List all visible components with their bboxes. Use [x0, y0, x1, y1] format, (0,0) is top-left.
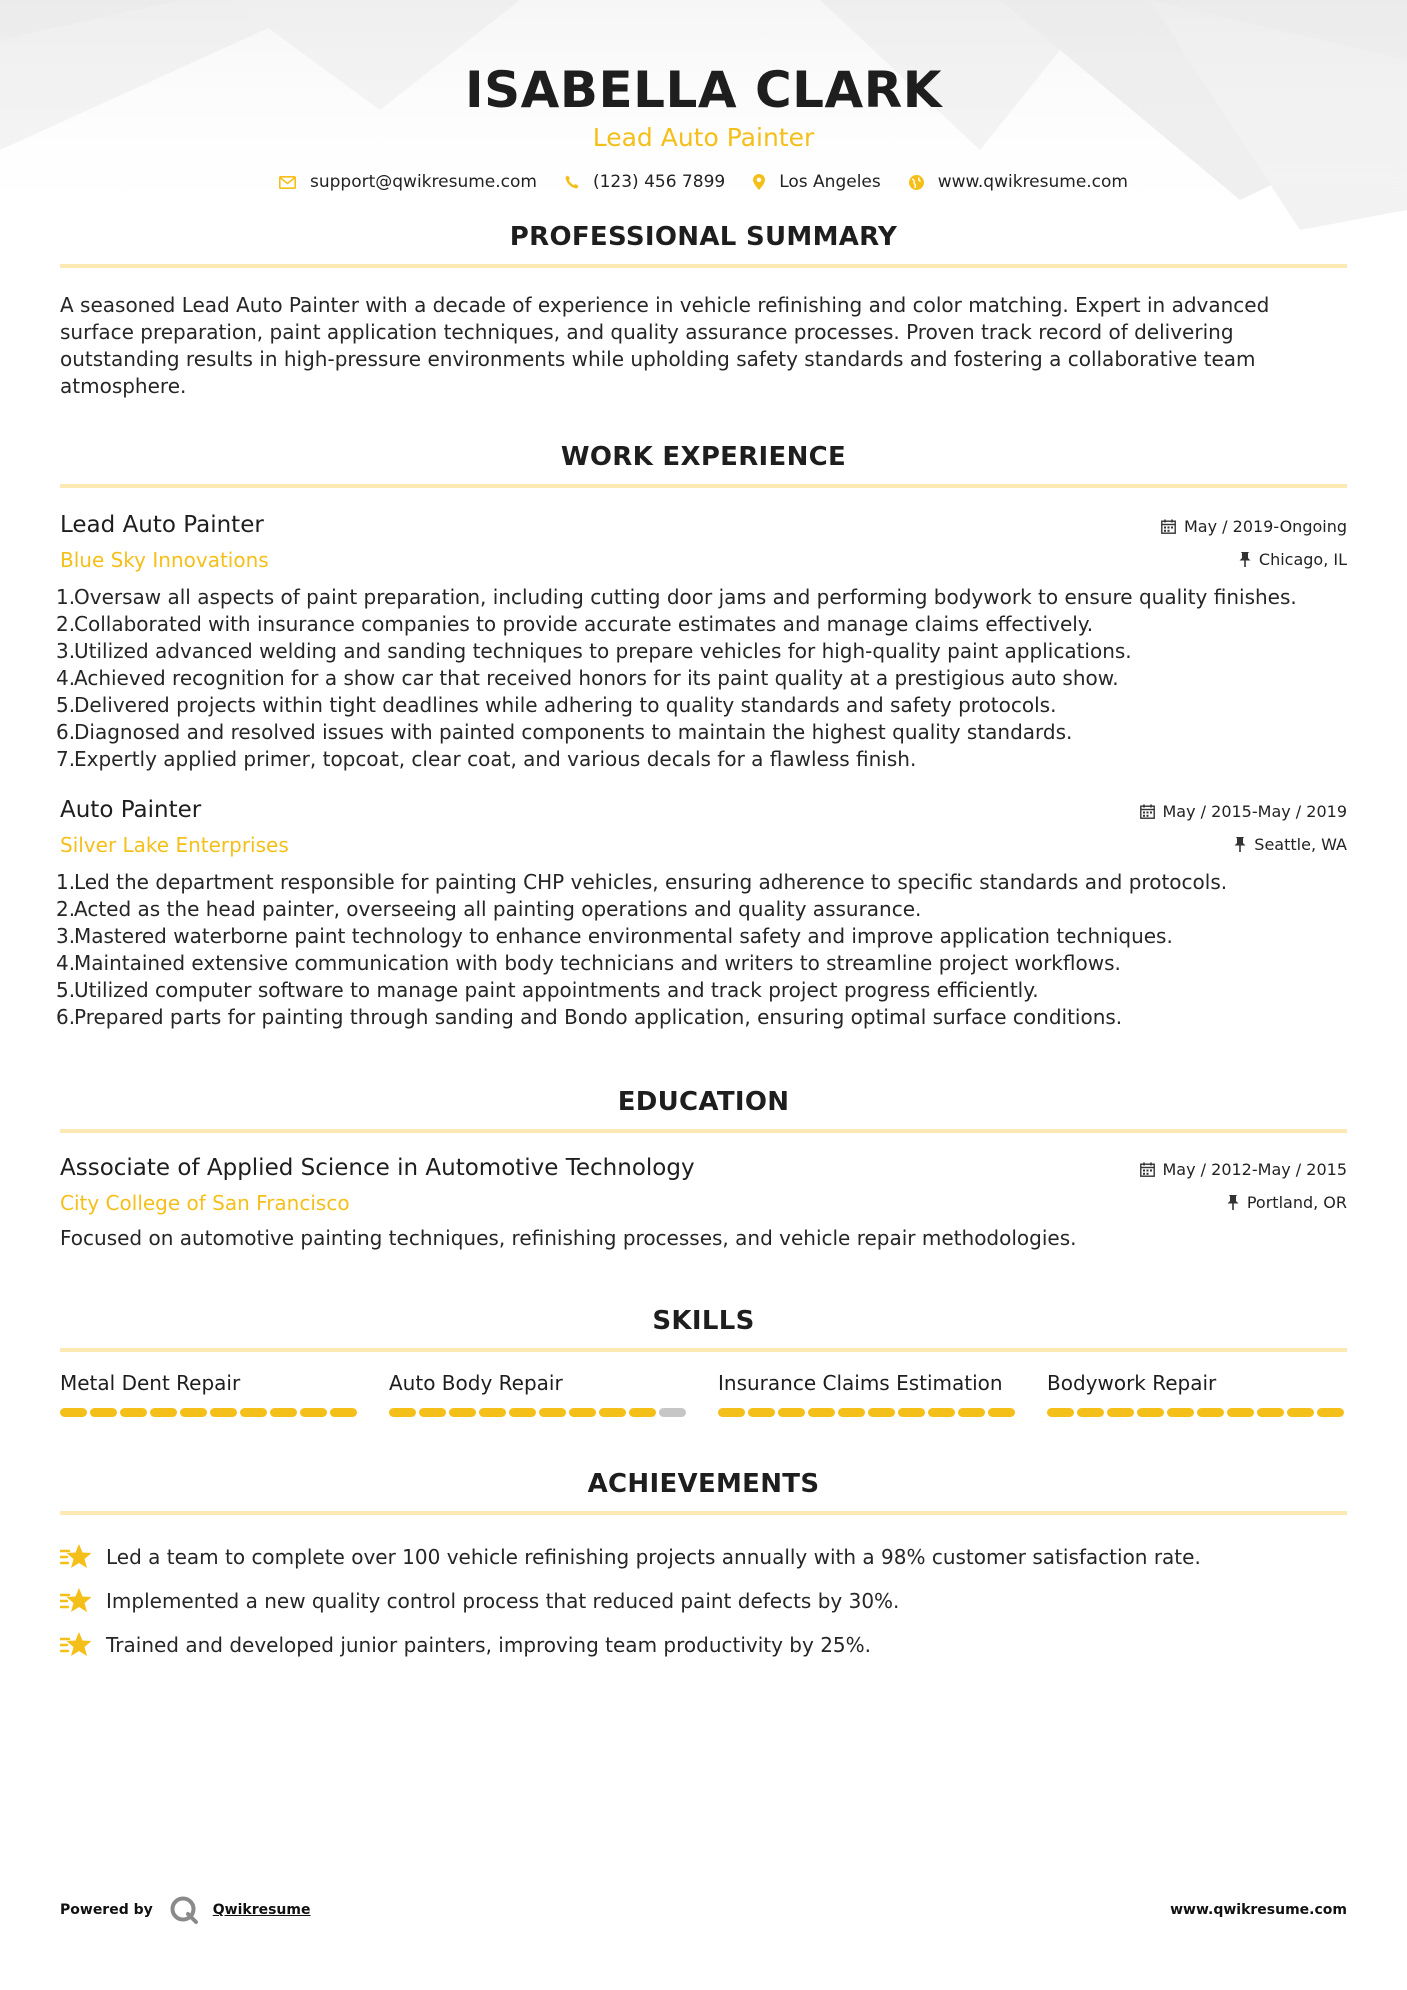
skill-segment-filled: [1227, 1408, 1254, 1417]
skill-segment-filled: [1047, 1408, 1074, 1417]
star-icon: [60, 1543, 92, 1571]
skill-name: Bodywork Repair: [1047, 1371, 1217, 1395]
education-description: Focused on automotive painting techniques, refinishing processes, and vehicle repair methodologies.: [60, 1226, 1077, 1250]
email-text: support@qwikresume.com: [310, 172, 537, 192]
skill-segment-filled: [539, 1408, 566, 1417]
skills-section: [60, 1306, 1347, 1417]
section-title-summary: PROFESSIONAL SUMMARY: [509, 222, 898, 252]
powered-by: [60, 1895, 310, 1925]
skill-segment-filled: [928, 1408, 955, 1417]
skill-segment-filled: [180, 1408, 207, 1417]
job-company: Blue Sky Innovations: [60, 548, 269, 572]
skill-item: [60, 1370, 360, 1417]
skill-segment-filled: [1167, 1408, 1194, 1417]
skill-segment-filled: [240, 1408, 267, 1417]
website-text: www.qwikresume.com: [937, 172, 1128, 192]
list-item: [56, 1004, 1347, 1031]
list-text: Utilized advanced welding and sanding techniques to prepare vehicles for high-quality paint applications.: [74, 639, 1132, 663]
list-item: [56, 638, 1347, 665]
skill-segment-filled: [479, 1408, 506, 1417]
list-text: Mastered waterborne paint technology to enhance environmental safety and improve application techniques.: [74, 924, 1173, 948]
list-number: 6.: [56, 1005, 76, 1029]
list-text: Prepared parts for painting through sanding and Bondo application, ensuring optimal surface conditions.: [74, 1005, 1123, 1029]
pushpin-icon: [1227, 1195, 1239, 1210]
skill-item: [718, 1370, 1018, 1417]
list-text: Utilized computer software to manage paint appointments and track project progress efficiently.: [74, 978, 1039, 1002]
summary-section: [60, 222, 1347, 400]
candidate-name: ISABELLA CLARK: [465, 61, 942, 119]
achievement-item: [60, 1623, 1347, 1667]
list-item: [56, 869, 1347, 896]
list-item: [56, 692, 1347, 719]
skill-level-bar: [60, 1408, 360, 1417]
section-divider: [60, 1511, 1347, 1515]
job-entry-2: [56, 795, 1347, 1031]
list-text: Acted as the head painter, overseeing all painting operations and quality assurance.: [74, 897, 922, 921]
skill-level-bar: [1047, 1408, 1347, 1417]
education-section: [60, 1087, 1347, 1252]
skill-segment-filled: [509, 1408, 536, 1417]
resume-header: [60, 0, 1347, 192]
list-item: [56, 950, 1347, 977]
skill-name: Metal Dent Repair: [60, 1371, 241, 1395]
skill-segment-filled: [120, 1408, 147, 1417]
location-text: Los Angeles: [779, 172, 881, 192]
list-text: Achieved recognition for a show car that received honors for its paint quality at a prestigious auto show.: [74, 666, 1119, 690]
achievements-list: [60, 1535, 1347, 1667]
skill-name: Insurance Claims Estimation: [718, 1371, 1003, 1395]
skill-segment-filled: [449, 1408, 476, 1417]
calendar-icon: [1140, 1162, 1155, 1177]
list-text: Led the department responsible for painting CHP vehicles, ensuring adherence to specific standards and protocols.: [74, 870, 1228, 894]
skill-segment-filled: [1107, 1408, 1134, 1417]
skill-segment-filled: [270, 1408, 297, 1417]
list-number: 1.: [56, 870, 76, 894]
job-location: Chicago, IL: [1258, 549, 1347, 569]
skill-segment-filled: [150, 1408, 177, 1417]
skill-segment-filled: [808, 1408, 835, 1417]
pushpin-icon: [1239, 552, 1251, 567]
list-number: 1.: [56, 585, 76, 609]
skill-segment-filled: [60, 1408, 87, 1417]
map-pin-icon: [753, 174, 765, 190]
skill-level-bar: [389, 1408, 689, 1417]
list-number: 4.: [56, 666, 76, 690]
skill-segment-filled: [1077, 1408, 1104, 1417]
list-item: [56, 977, 1347, 1004]
skill-segment-filled: [1257, 1408, 1284, 1417]
job-entry-1: [56, 510, 1347, 773]
list-number: 5.: [56, 978, 76, 1002]
degree-title: Associate of Applied Science in Automotive Technology: [60, 1155, 695, 1181]
school-name: City College of San Francisco: [60, 1191, 350, 1215]
skill-segment-filled: [838, 1408, 865, 1417]
skill-segment-filled: [629, 1408, 656, 1417]
star-icon: [60, 1631, 92, 1659]
list-number: 7.: [56, 747, 76, 771]
section-divider: [60, 484, 1347, 488]
list-text: Oversaw all aspects of paint preparation, including cutting door jams and performing bodywork to ensure quality finishes.: [74, 585, 1297, 609]
contact-email[interactable]: [279, 172, 537, 192]
skill-segment-filled: [988, 1408, 1015, 1417]
achievement-text: Trained and developed junior painters, improving team productivity by 25%.: [106, 1633, 872, 1657]
list-item: [56, 896, 1347, 923]
list-number: 3.: [56, 639, 76, 663]
section-divider: [60, 1129, 1347, 1133]
list-number: 2.: [56, 612, 76, 636]
achievement-text: Led a team to complete over 100 vehicle refinishing projects annually with a 98% customer satisfaction rate.: [106, 1545, 1201, 1569]
achievement-item: [60, 1535, 1347, 1579]
skill-segment-filled: [898, 1408, 925, 1417]
skill-item: [389, 1370, 689, 1417]
section-title-skills: SKILLS: [652, 1306, 755, 1336]
skill-segment-filled: [718, 1408, 745, 1417]
education-location: Portland, OR: [1246, 1192, 1347, 1212]
skill-segment-filled: [748, 1408, 775, 1417]
star-icon: [60, 1587, 92, 1615]
list-item: [56, 665, 1347, 692]
list-item: [56, 719, 1347, 746]
job-company: Silver Lake Enterprises: [60, 833, 289, 857]
list-text: Expertly applied primer, topcoat, clear coat, and various decals for a flawless finish.: [74, 747, 917, 771]
education-dates: May / 2012-May / 2015: [1162, 1159, 1347, 1179]
experience-section: [56, 442, 1347, 1031]
pushpin-icon: [1234, 837, 1246, 852]
skill-segment-filled: [1137, 1408, 1164, 1417]
skill-segment-filled: [419, 1408, 446, 1417]
contact-website[interactable]: [909, 172, 1128, 192]
achievement-text: Implemented a new quality control process that reduced paint defects by 30%.: [106, 1589, 900, 1613]
phone-icon: [565, 175, 579, 189]
achievement-item: [60, 1579, 1347, 1623]
job-role: Lead Auto Painter: [60, 512, 264, 538]
globe-icon: [909, 175, 924, 190]
skill-segment-filled: [958, 1408, 985, 1417]
skill-segment-filled: [1317, 1408, 1344, 1417]
envelope-icon: [279, 176, 296, 189]
job-bullets: [56, 869, 1347, 1031]
skill-segment-filled: [569, 1408, 596, 1417]
education-entry: [60, 1153, 1347, 1252]
achievements-section: [60, 1469, 1347, 1667]
calendar-icon: [1140, 804, 1155, 819]
skill-segment-filled: [599, 1408, 626, 1417]
section-divider: [60, 1348, 1347, 1352]
list-text: Delivered projects within tight deadlines while adhering to quality standards and safety protocols.: [74, 693, 1057, 717]
page-footer: [60, 1895, 1347, 1925]
skill-item: [1047, 1370, 1347, 1417]
list-text: Diagnosed and resolved issues with painted components to maintain the highest quality standards.: [74, 720, 1073, 744]
section-title-achievements: ACHIEVEMENTS: [587, 1469, 820, 1499]
candidate-title: Lead Auto Painter: [592, 123, 815, 152]
skill-segment-filled: [868, 1408, 895, 1417]
contact-phone[interactable]: [565, 172, 725, 192]
section-divider: [60, 264, 1347, 268]
list-number: 3.: [56, 924, 76, 948]
section-title-education: EDUCATION: [617, 1087, 790, 1117]
calendar-icon: [1161, 519, 1176, 534]
contact-bar: [60, 172, 1347, 192]
skill-segment-filled: [778, 1408, 805, 1417]
list-item: [56, 923, 1347, 950]
skill-name: Auto Body Repair: [389, 1371, 563, 1395]
contact-location: [753, 172, 881, 192]
skill-segment-filled: [90, 1408, 117, 1417]
summary-text: A seasoned Lead Auto Painter with a decade of experience in vehicle refinishing and color matching. Expert in advanced surface preparation, paint application techniques, and quality assurance processes. Proven track record of delivering outstanding results in high-pressure environments while upholding safety standards and fostering a collaborative team atmosphere.: [60, 293, 1270, 398]
list-text: Maintained extensive communication with body technicians and writers to streamline project workflows.: [74, 951, 1121, 975]
powered-by-label: Powered by: [60, 1902, 153, 1918]
list-item: [56, 584, 1347, 611]
phone-text: (123) 456 7899: [592, 172, 726, 192]
list-item: [56, 746, 1347, 773]
list-text: Collaborated with insurance companies to provide accurate estimates and manage claims effectively.: [74, 612, 1094, 636]
skill-segment-filled: [210, 1408, 237, 1417]
list-item: [56, 611, 1347, 638]
skill-segment-filled: [300, 1408, 327, 1417]
skill-segment-filled: [1287, 1408, 1314, 1417]
footer-website-link[interactable]: www.qwikresume.com: [1170, 1902, 1347, 1918]
job-dates: May / 2015-May / 2019: [1162, 801, 1347, 821]
list-number: 4.: [56, 951, 76, 975]
skill-segment-filled: [389, 1408, 416, 1417]
qwikresume-logo-icon: [169, 1895, 199, 1925]
skill-segment-empty: [659, 1408, 686, 1417]
job-role: Auto Painter: [60, 797, 202, 823]
list-number: 6.: [56, 720, 76, 744]
skill-level-bar: [718, 1408, 1018, 1417]
job-bullets: [56, 584, 1347, 773]
list-number: 2.: [56, 897, 76, 921]
list-number: 5.: [56, 693, 76, 717]
skills-list: [60, 1370, 1347, 1417]
job-dates: May / 2019-Ongoing: [1184, 516, 1347, 536]
skill-segment-filled: [1197, 1408, 1224, 1417]
skill-segment-filled: [330, 1408, 357, 1417]
qwikresume-link[interactable]: Qwikresume: [212, 1902, 311, 1918]
job-location: Seattle, WA: [1254, 834, 1347, 854]
section-title-experience: WORK EXPERIENCE: [560, 442, 847, 472]
